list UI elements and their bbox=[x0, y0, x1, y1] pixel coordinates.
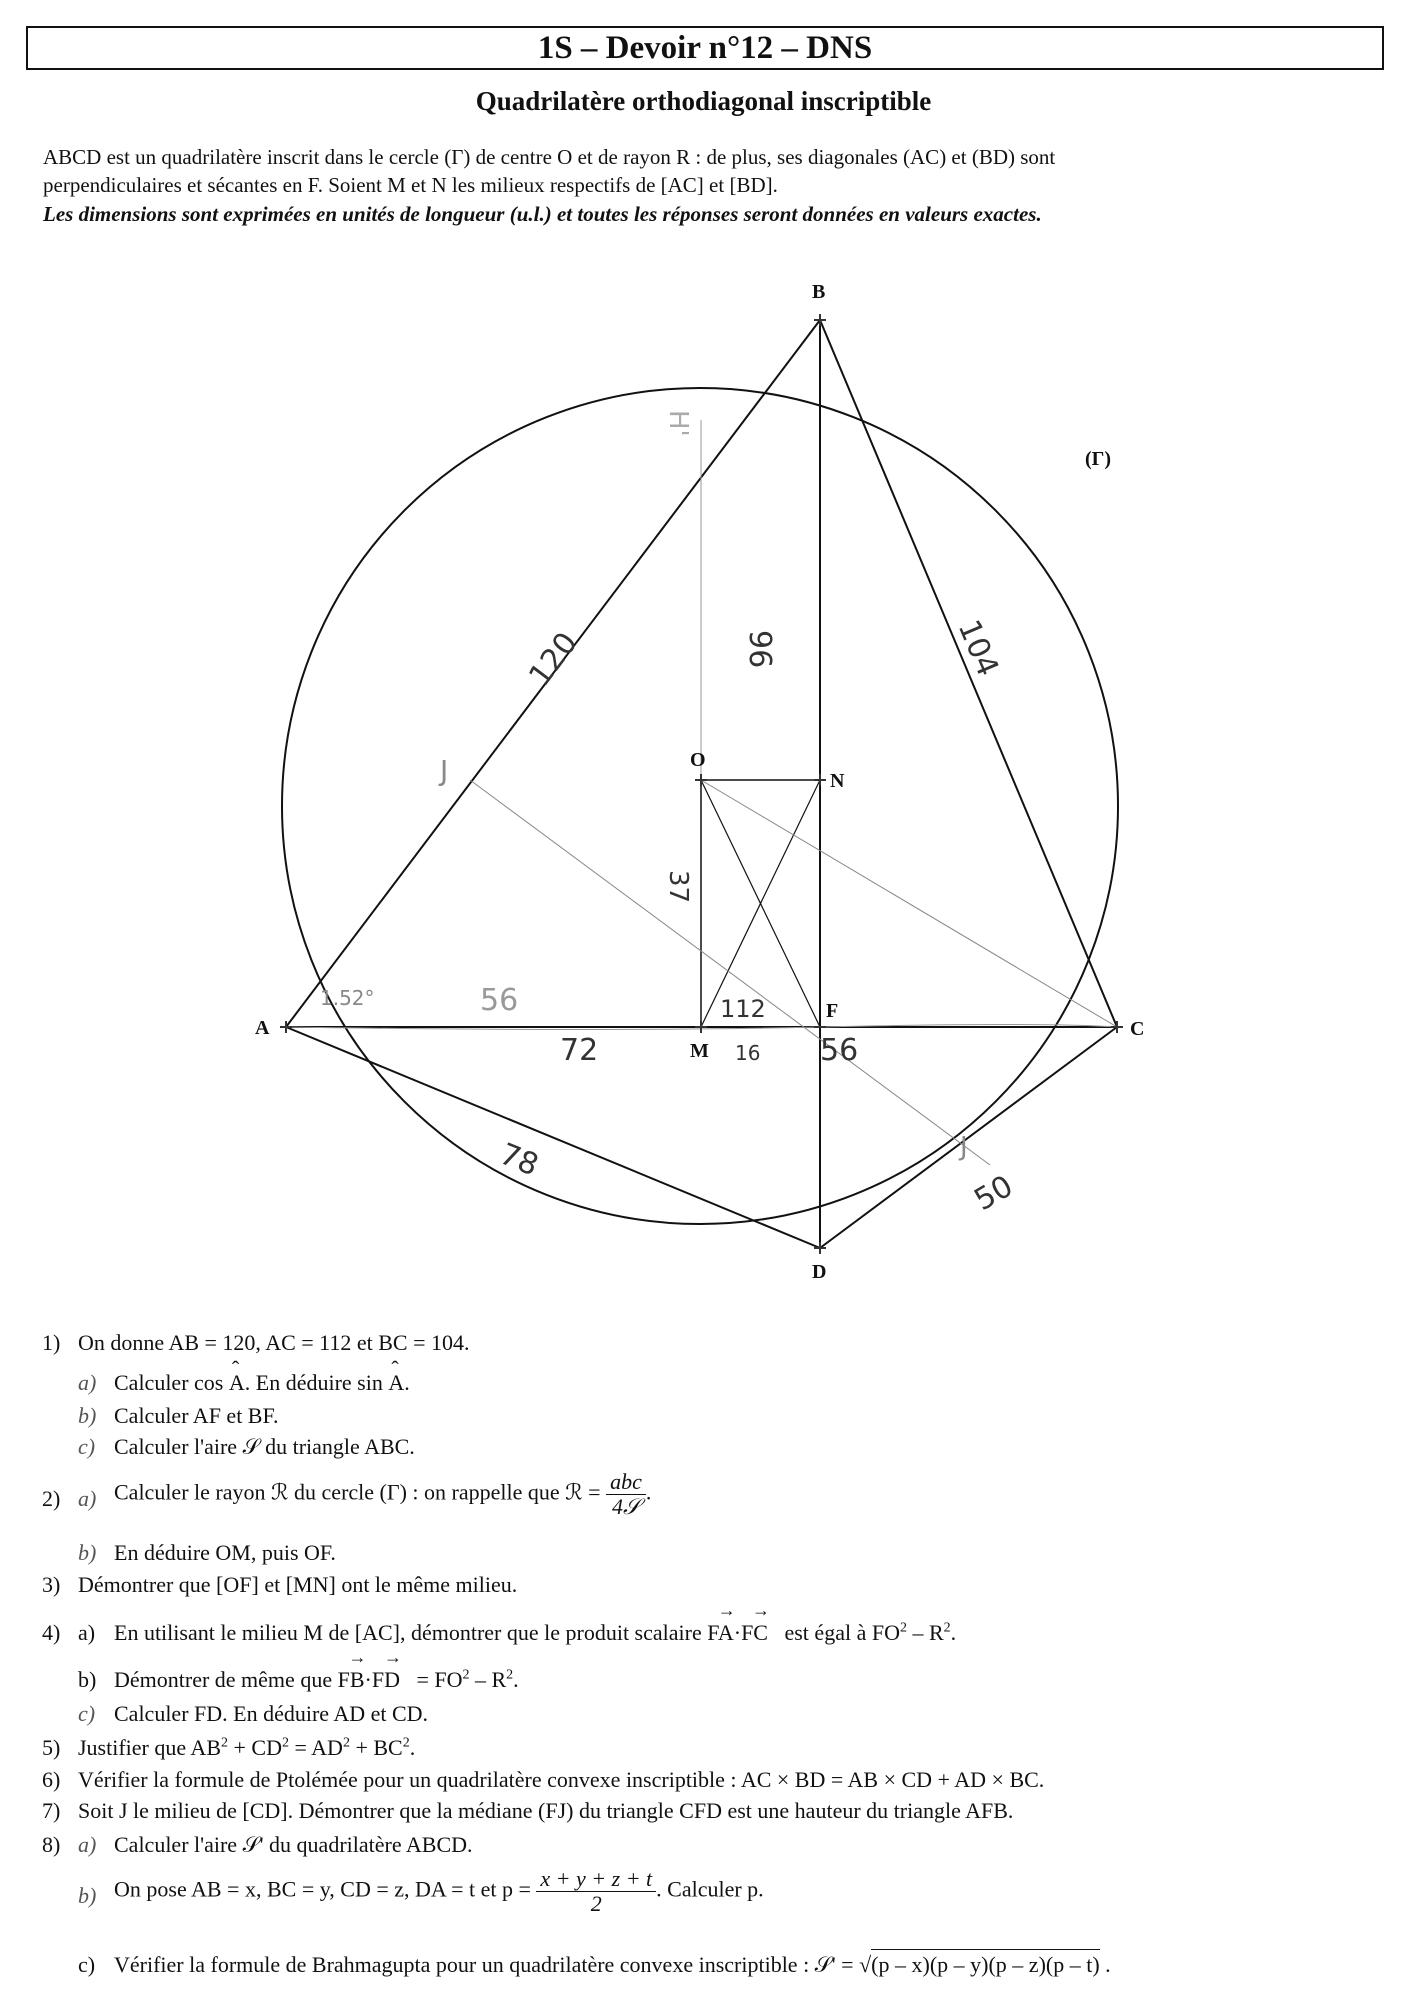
q1b-label: b) bbox=[78, 1403, 97, 1428]
q1-text: On donne AB = 120, AC = 112 et BC = 104. bbox=[78, 1330, 470, 1355]
hand-J2: J bbox=[960, 1132, 968, 1162]
hand-CD: 50 bbox=[968, 1168, 1020, 1219]
hand-H: H' bbox=[663, 410, 693, 437]
q8c-text: Vérifier la formule de Brahmagupta pour un quadrilatère convexe inscriptible : 𝒮' = √(p – x)(p – y)(p – z)(p – t) . bbox=[114, 1952, 1111, 1978]
q1b-text: Calculer AF et BF. bbox=[114, 1403, 279, 1428]
hand-AD: 78 bbox=[494, 1136, 544, 1184]
hand-MF: 16 bbox=[735, 1041, 761, 1065]
q1a-text: Calculer cos ˆ A. En déduire sin ˆ A. bbox=[114, 1370, 410, 1396]
q8b-text: On pose AB = x, BC = y, CD = z, DA = t et p = $\frac{x + y + z + t}{2}$ . Calculer p. bbox=[114, 1866, 764, 1916]
q2-number: 2) bbox=[42, 1486, 61, 1511]
q8c-label: c) bbox=[78, 1952, 96, 1977]
hand-FC: 56 bbox=[820, 1033, 859, 1068]
q1-number: 1) bbox=[42, 1330, 61, 1355]
q1c-label: c) bbox=[78, 1434, 96, 1459]
q4a-label: a) bbox=[78, 1620, 96, 1645]
pencil-line-OC bbox=[701, 780, 1117, 1027]
side-CD bbox=[820, 1027, 1117, 1248]
label-B: B bbox=[812, 281, 826, 303]
hand-AF: 72 bbox=[560, 1033, 599, 1068]
hand-AM: 56 bbox=[480, 983, 519, 1018]
q1c-text: Calculer l'aire 𝒮 du triangle ABC. bbox=[114, 1434, 415, 1459]
q5-text: Justifier que $AB^2 + CD^2 = AD^2 + BC^2$. bbox=[78, 1735, 416, 1760]
hand-vertical: 96 bbox=[742, 630, 777, 669]
q4c-label: c) bbox=[78, 1701, 96, 1726]
label-O: O bbox=[690, 749, 706, 771]
intro-line-3: Les dimensions sont exprimées en unités de longueur (u.l.) et toutes les réponses seront données en valeurs exactes. bbox=[43, 202, 1042, 226]
q3-text: Démontrer que [OF] et [MN] ont le même milieu. bbox=[78, 1572, 518, 1597]
label-A: A bbox=[255, 1017, 270, 1039]
q2b-text: En déduire OM, puis OF. bbox=[114, 1540, 336, 1565]
q4a-text: En utilisant le milieu M de [AC], démontrer que le produit scalaire → FA·→ FC est égal à $FO^2 - R^2$. bbox=[114, 1620, 956, 1646]
q4-number: 4) bbox=[42, 1620, 61, 1645]
side-BC bbox=[820, 320, 1117, 1027]
hand-J: J bbox=[440, 754, 449, 787]
label-C: C bbox=[1130, 1018, 1145, 1040]
q2a-label: a) bbox=[78, 1486, 97, 1511]
q8a-text: Calculer l'aire 𝒮' du quadrilatère ABCD. bbox=[114, 1832, 473, 1857]
q6-number: 6) bbox=[42, 1767, 61, 1792]
label-M: M bbox=[690, 1040, 709, 1062]
geometry-figure bbox=[0, 260, 1407, 1300]
hand-MF-top: 112 bbox=[720, 995, 766, 1023]
page-title: 1S – Devoir n°12 – DNS bbox=[537, 29, 873, 66]
hand-BC: 104 bbox=[950, 614, 1006, 682]
q2b-label: b) bbox=[78, 1540, 97, 1565]
q4b-text: Démontrer de même que → FB·→ FD = $FO^2 - R^2$. bbox=[114, 1667, 519, 1693]
q2a-text: Calculer le rayon ℛ du cercle (Γ) : on rappelle que ℛ = $\frac{\text{abc}}{\text{4𝒮}}$ . bbox=[114, 1469, 652, 1519]
q1a-label: a) bbox=[78, 1370, 97, 1395]
q3-number: 3) bbox=[42, 1572, 61, 1597]
title-box bbox=[26, 26, 1384, 70]
hand-AB: 120 bbox=[522, 626, 585, 693]
q8-number: 8) bbox=[42, 1832, 61, 1857]
pencil-line-JJ bbox=[470, 780, 990, 1165]
q8b-label: b) bbox=[78, 1883, 97, 1908]
intro-line-1: ABCD est un quadrilatère inscrit dans le cercle (Γ) de centre O et de rayon R : de plus, ses diagonales (AC) et (BD) sont bbox=[43, 145, 1056, 169]
hand-OM: 37 bbox=[663, 870, 693, 904]
q8a-label: a) bbox=[78, 1832, 97, 1857]
label-F: F bbox=[826, 1000, 839, 1022]
label-N: N bbox=[830, 770, 845, 792]
q5-number: 5) bbox=[42, 1735, 61, 1760]
intro-line-2: perpendiculaires et sécantes en F. Soient M et N les milieux respectifs de [AC] et [BD]. bbox=[43, 173, 778, 197]
page-subtitle: Quadrilatère orthodiagonal inscriptible bbox=[475, 86, 932, 116]
q7-number: 7) bbox=[42, 1798, 61, 1823]
q4c-text: Calculer FD. En déduire AD et CD. bbox=[114, 1701, 429, 1726]
circle-gamma bbox=[282, 388, 1118, 1224]
q4b-label: b) bbox=[78, 1667, 97, 1692]
label-gamma: (Γ) bbox=[1085, 448, 1112, 470]
q6-text: Vérifier la formule de Ptolémée pour un quadrilatère convexe inscriptible : AC × BD = AB × CD + AD × BC. bbox=[78, 1767, 1045, 1792]
label-D: D bbox=[812, 1261, 827, 1283]
q7-text: Soit J le milieu de [CD]. Démontrer que la médiane (FJ) du triangle CFD est une hauteur du triangle AFB. bbox=[78, 1798, 1014, 1823]
hand-angle: 1.52° bbox=[320, 986, 375, 1010]
